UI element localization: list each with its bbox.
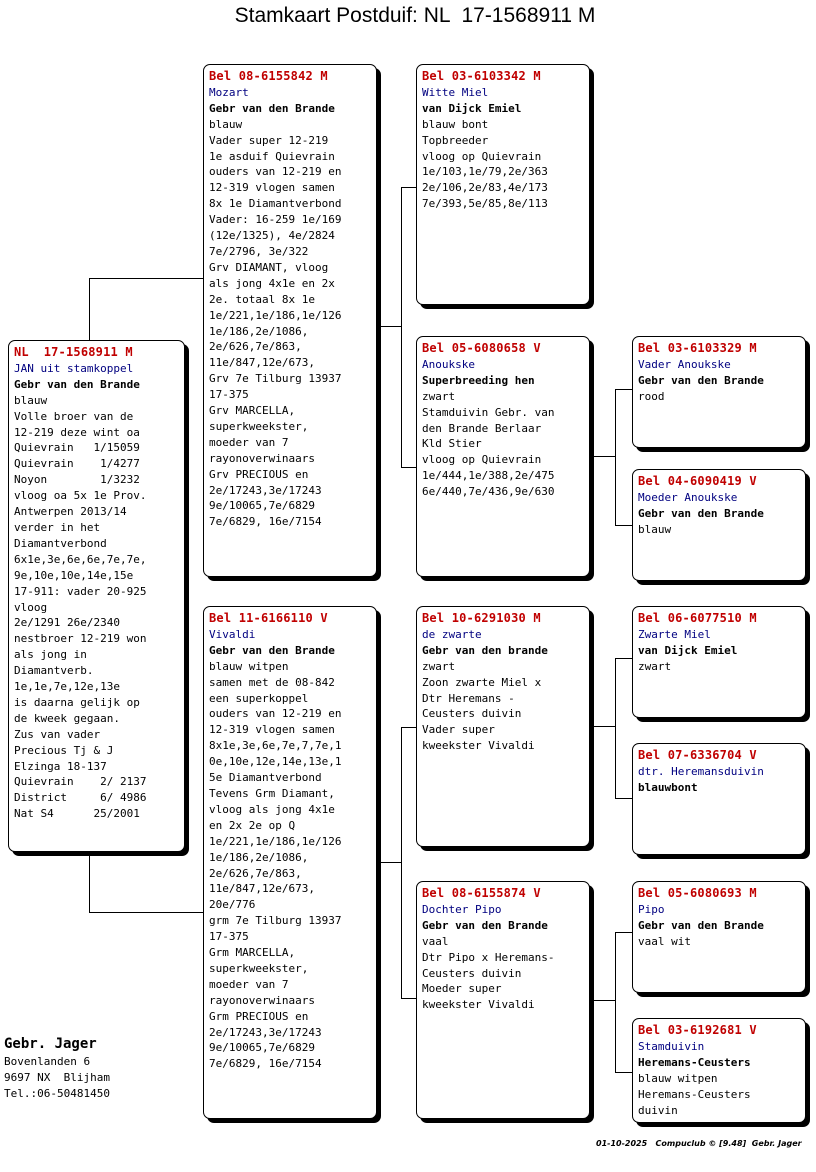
mf-dam-card [632, 743, 806, 855]
note-line: 9e/10065,7e/6829 [209, 1041, 315, 1055]
owner-name: Gebr van den brande [422, 643, 548, 657]
note-line: 8x 1e Diamantverbond [209, 197, 342, 211]
note-line: 2e/17243,3e/17243 [209, 1025, 322, 1039]
connector-line [615, 658, 616, 798]
note-line: Ceusters duivin [422, 707, 522, 721]
connector-line [590, 1000, 616, 1001]
note-line: 8x1e,3e,6e,7e,7,7e,1 [209, 739, 342, 753]
note-line: 0e,10e,12e,14e,13e,1 [209, 755, 342, 769]
note-line: en 2x 2e op Q [209, 818, 296, 832]
note-line: Ceusters duivin [422, 966, 522, 980]
pigeon-color: zwart [422, 389, 456, 403]
pigeon-name: Vader Anoukske [638, 357, 731, 371]
note-line: superkweekster, [209, 419, 309, 433]
connector-line [401, 467, 417, 468]
fm-dam-card [632, 469, 806, 581]
connector-line [89, 278, 90, 340]
pigeon-name: Pipo [638, 902, 665, 916]
note-line: 1e/444,1e/388,2e/475 [422, 469, 555, 483]
note-line: een superkoppel [209, 691, 309, 705]
note-line: samen met de 08-842 [209, 675, 335, 689]
note-line: 11e/847,12e/673, [209, 356, 315, 370]
note-line: 7e/6829, 16e/7154 [209, 515, 322, 529]
pigeon-color: zwart [638, 659, 672, 673]
note-line: de kweek gegaan. [14, 711, 120, 725]
note-line: 6x1e,3e,6e,6e,7e,7e, [14, 552, 147, 566]
connector-line [89, 912, 204, 913]
pigeon-color: blauw [14, 393, 48, 407]
note-line: 1e/186,2e/1086, [209, 324, 309, 338]
owner-name: Gebr van den Brande [638, 506, 764, 520]
pigeon-name: Stamduivin [638, 1039, 705, 1053]
connector-line [401, 727, 417, 728]
owner-name: Heremans-Ceusters [638, 1055, 751, 1069]
note-line: Stamduivin Gebr. van [422, 405, 555, 419]
note-line: Noyon 1/3232 [14, 473, 140, 487]
note-line: vloog [14, 600, 48, 614]
note-line: 1e/186,2e/1086, [209, 850, 309, 864]
pigeon-color: blauw witpen [638, 1071, 718, 1085]
ring-number: Bel 03-6103342 M [422, 69, 541, 83]
owner-name: Gebr van den Brande [209, 101, 335, 115]
note-line: Grm PRECIOUS en [209, 1009, 309, 1023]
note-line: 2e/626,7e/863, [209, 340, 302, 354]
pigeon-color: blauw [209, 117, 243, 131]
connector-line [615, 525, 632, 526]
note-line: 11e/847,12e/673, [209, 882, 315, 896]
mf-sire-card [632, 606, 806, 718]
note-line: rayonoverwinaars [209, 451, 315, 465]
ring-number: Bel 07-6336704 V [638, 748, 757, 762]
ring-number: Bel 06-6077510 M [638, 611, 757, 625]
note-line: 1e/103,1e/79,2e/363 [422, 165, 548, 179]
note-line: Zus van vader [14, 727, 101, 741]
ring-number: Bel 11-6166110 V [209, 611, 328, 625]
note-line: 6e/440,7e/436,9e/630 [422, 485, 555, 499]
owner-name: van Dijck Emiel [422, 101, 522, 115]
note-line: ouders van 12-219 en [209, 707, 342, 721]
note-line: Diamantverb. [14, 664, 94, 678]
note-line: kweekster Vivaldi [422, 739, 535, 753]
note-line: moeder van 7 [209, 977, 289, 991]
note-line: Heremans-Ceusters [638, 1087, 751, 1101]
note-line: superkweekster, [209, 961, 309, 975]
note-line: vloog op Quievrain [422, 149, 542, 163]
connector-line [615, 1072, 632, 1073]
pigeon-color: vaal [422, 934, 449, 948]
note-line: 2e/17243,3e/17243 [209, 483, 322, 497]
note-line: 12-319 vlogen samen [209, 181, 335, 195]
note-line: 17-375 [209, 930, 249, 944]
ring-number: Bel 08-6155842 M [209, 69, 328, 83]
maternal-grandmother-card [416, 881, 590, 1119]
father-card [203, 64, 377, 577]
pigeon-name: Mozart [209, 85, 249, 99]
pigeon-color: blauw [638, 522, 672, 536]
owner-name: Gebr van den Brande [14, 377, 140, 391]
footer-info: 01-10-2025 Compuclub © [9.48] Gebr. Jager [596, 1139, 802, 1148]
breeder-phone: Tel.:06-50481450 [4, 1087, 110, 1100]
note-line: 1e/221,1e/186,1e/126 [209, 308, 342, 322]
note-line: 2e. totaal 8x 1e [209, 292, 315, 306]
ring-number: Bel 05-6080693 M [638, 886, 757, 900]
owner-name: Gebr van den Brande [638, 918, 764, 932]
fm-sire-card [632, 336, 806, 448]
breeder-block [4, 1034, 110, 1102]
note-line: Dtr Heremans - [422, 691, 515, 705]
note-line: als jong 4x1e en 2x [209, 276, 335, 290]
connector-line [401, 187, 417, 188]
note-line: Vader super 12-219 [209, 133, 329, 147]
note-line: vloog als jong 4x1e [209, 802, 335, 816]
note-line: Grv PRECIOUS en [209, 467, 309, 481]
note-line: Grm MARCELLA, [209, 946, 296, 960]
ring-number: Bel 03-6192681 V [638, 1023, 757, 1037]
owner-name: Gebr van den Brande [209, 643, 335, 657]
note-line: 2e/106,2e/83,4e/173 [422, 181, 548, 195]
note-line: is daarna gelijk op [14, 695, 140, 709]
connector-line [89, 852, 90, 912]
connector-line [401, 727, 402, 999]
note-line: 1e asduif Quievrain [209, 149, 335, 163]
pigeon-color: rood [638, 389, 665, 403]
subject-card [8, 340, 185, 852]
note-line: Grv DIAMANT, vloog [209, 260, 329, 274]
note-line: kweekster Vivaldi [422, 998, 535, 1012]
paternal-grandfather-card [416, 64, 590, 305]
note-line: 17-375 [209, 388, 249, 402]
pigeon-name: Dochter Pipo [422, 902, 502, 916]
note-line: vloog oa 5x 1e Prov. [14, 489, 147, 503]
note-line: Dtr Pipo x Heremans- [422, 950, 555, 964]
owner-name: blauwbont [638, 780, 698, 794]
pigeon-name: Zwarte Miel [638, 627, 711, 641]
note-line: Antwerpen 2013/14 [14, 505, 127, 519]
note-line: den Brande Berlaar [422, 421, 542, 435]
note-line: Volle broer van de [14, 409, 134, 423]
note-line: District 6/ 4986 [14, 791, 147, 805]
note-line: 7e/6829, 16e/7154 [209, 1057, 322, 1071]
note-line: (12e/1325), 4e/2824 [209, 229, 335, 243]
note-line: 9e,10e,10e,14e,15e [14, 568, 134, 582]
note-line: Nat S4 25/2001 [14, 807, 140, 821]
connector-line [615, 389, 616, 525]
note-line: als jong in [14, 648, 87, 662]
note-line: Quievrain 2/ 2137 [14, 775, 147, 789]
pigeon-color: blauw witpen [209, 659, 289, 673]
owner-name: Gebr van den Brande [638, 373, 764, 387]
pigeon-color: vaal wit [638, 934, 691, 948]
note-line: grm 7e Tilburg 13937 [209, 914, 342, 928]
pigeon-name: Anoukske [422, 357, 475, 371]
ring-number: Bel 03-6103329 M [638, 341, 757, 355]
ring-number: NL 17-1568911 M [14, 345, 133, 359]
note-line: 2e/626,7e/863, [209, 866, 302, 880]
note-line: Quievrain 1/15059 [14, 441, 140, 455]
connector-line [615, 658, 632, 659]
owner-name: van Dijck Emiel [638, 643, 738, 657]
note-line: Topbreeder [422, 133, 489, 147]
connector-line [615, 389, 632, 390]
note-line: 20e/776 [209, 898, 256, 912]
note-line: Grv 7e Tilburg 13937 [209, 372, 342, 386]
ring-number: Bel 10-6291030 M [422, 611, 541, 625]
page-title: Stamkaart Postduif: NL 17-1568911 M [234, 4, 596, 27]
note-line: Quievrain 1/4277 [14, 457, 140, 471]
connector-line [590, 456, 616, 457]
maternal-grandfather-card [416, 606, 590, 847]
note-line: Precious Tj & J [14, 743, 114, 757]
connector-line [615, 798, 632, 799]
note-line: 7e/393,5e/85,8e/113 [422, 197, 548, 211]
note-line: vloog op Quievrain [422, 453, 542, 467]
breeder-address: Bovenlanden 6 [4, 1055, 91, 1068]
note-line: Moeder super [422, 982, 502, 996]
note-line: moeder van 7 [209, 435, 289, 449]
note-line: nestbroer 12-219 won [14, 632, 147, 646]
pigeon-name: Moeder Anoukske [638, 490, 738, 504]
connector-line [615, 932, 616, 1072]
note-line: 2e/1291 26e/2340 [14, 616, 120, 630]
note-line: 1e/221,1e/186,1e/126 [209, 834, 342, 848]
note-line: Kld Stier [422, 437, 482, 451]
note-line: ouders van 12-219 en [209, 165, 342, 179]
note-line: 12-319 vlogen samen [209, 723, 335, 737]
note-line: 1e,1e,7e,12e,13e [14, 680, 120, 694]
note-line: Zoon zwarte Miel x [422, 675, 542, 689]
note-line: Grv MARCELLA, [209, 404, 296, 418]
ring-number: Bel 04-6090419 V [638, 474, 757, 488]
connector-line [377, 326, 402, 327]
note-line: 5e Diamantverbond [209, 771, 322, 785]
pigeon-name: JAN uit stamkoppel [14, 361, 134, 375]
paternal-grandmother-card [416, 336, 590, 577]
connector-line [377, 862, 402, 863]
pigeon-color: zwart [422, 659, 456, 673]
note-line: 9e/10065,7e/6829 [209, 499, 315, 513]
connector-line [615, 932, 632, 933]
breeder-name: Gebr. Jager [4, 1036, 97, 1052]
owner-name: Superbreeding hen [422, 373, 535, 387]
note-line: rayonoverwinaars [209, 993, 315, 1007]
connector-line [401, 187, 402, 467]
pigeon-name: Witte Miel [422, 85, 489, 99]
pigeon-name: dtr. Heremansduivin [638, 764, 764, 778]
note-line: Vader: 16-259 1e/169 [209, 213, 342, 227]
note-line: 17-911: vader 20-925 [14, 584, 147, 598]
connector-line [590, 726, 616, 727]
breeder-city: 9697 NX Blijham [4, 1071, 110, 1084]
owner-name: Gebr van den Brande [422, 918, 548, 932]
note-line: Vader super [422, 723, 495, 737]
note-line: duivin [638, 1103, 678, 1117]
note-line: 7e/2796, 3e/322 [209, 244, 309, 258]
connector-line [401, 998, 417, 999]
ring-number: Bel 05-6080658 V [422, 341, 541, 355]
pigeon-name: de zwarte [422, 627, 482, 641]
mm-sire-card [632, 881, 806, 993]
mother-card [203, 606, 377, 1119]
note-line: Tevens Grm Diamant, [209, 786, 335, 800]
pigeon-name: Vivaldi [209, 627, 256, 641]
note-line: 12-219 deze wint oa [14, 425, 140, 439]
ring-number: Bel 08-6155874 V [422, 886, 541, 900]
note-line: Elzinga 18-137 [14, 759, 107, 773]
note-line: Diamantverbond [14, 536, 107, 550]
pigeon-color: blauw bont [422, 117, 489, 131]
mm-dam-card [632, 1018, 806, 1123]
note-line: verder in het [14, 520, 101, 534]
connector-line [89, 278, 204, 279]
